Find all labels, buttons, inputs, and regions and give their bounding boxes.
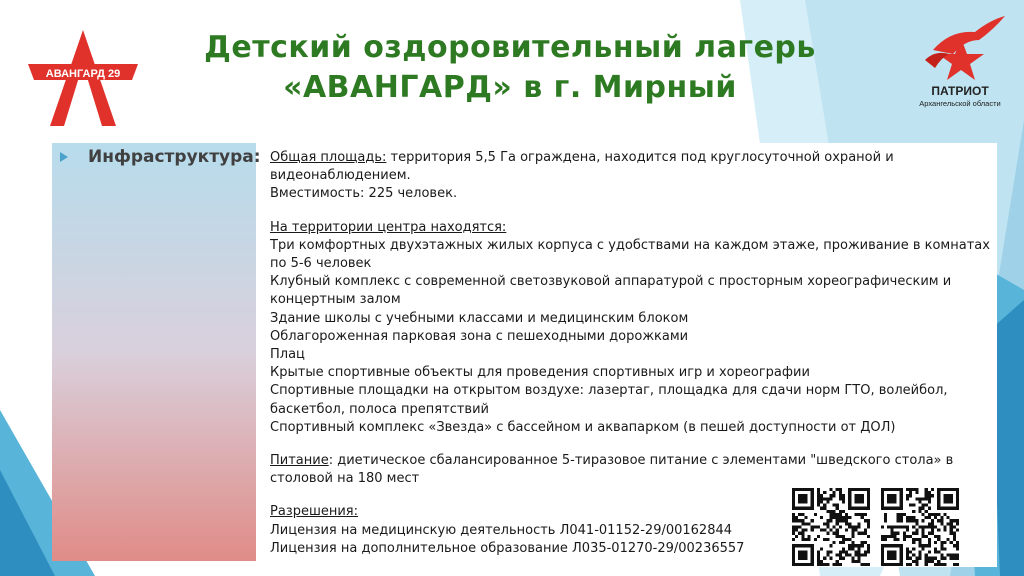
territory-item: Крытые спортивные объекты для проведения спортивных игр и хореографии [270, 365, 810, 381]
food-paragraph [270, 452, 994, 488]
food-label: Питание [270, 453, 329, 469]
section-panel [52, 143, 261, 561]
territory-item: Здание школы с учебными классами и медицинским блоком [270, 310, 689, 326]
page-title [150, 28, 870, 108]
territory-item: Клубный комплекс с современной светозвуковой аппаратурой с просторным хореографическим и концертным залом [270, 274, 952, 308]
title-line-1: Детский оздоровительный лагерь [204, 30, 816, 65]
logo-text: АВАНГАРД 29 [45, 68, 121, 80]
title-line-2: «АВАНГАРД» в г. Мирный [283, 70, 737, 105]
qr-code-icon[interactable] [792, 488, 870, 566]
territory-item: Спортивные площадки на открытом воздухе: лазертаг, площадка для сдачи норм ГТО, волейбол, баскетбол, полоса препятствий [270, 383, 948, 417]
territory-item: Облагороженная парковая зона с пешеходными дорожками [270, 328, 689, 344]
area-text: территория 5,5 Га ограждена, находится под круглосуточной охраной и видеонаблюдением. [270, 150, 894, 184]
territory-item: Три комфортных двухэтажных жилых корпуса с удобствами на каждом этаже, проживание в комнатах по 5-6 человек [270, 237, 990, 272]
territory-heading: На территории центра находятся: [270, 219, 507, 235]
avangard-logo [24, 26, 142, 130]
patriot-logo-subtitle: Архангельской области [919, 99, 1001, 108]
permit-item: Лицензия на медицинскую деятельность Л041-01152-29/00162844 [270, 522, 733, 538]
permits-heading: Разрешения: [270, 504, 359, 520]
bullet-arrow-icon [60, 152, 68, 162]
section-heading: Инфраструктура: [88, 147, 261, 167]
territory-item: Спортивный комплекс «Звезда» с бассейном и аквапарком (в пешей доступности от ДОЛ) [270, 419, 896, 435]
capacity-text: Вместимость: 225 человек. [270, 186, 458, 202]
area-label: Общая площадь: [270, 150, 387, 165]
area-paragraph [270, 149, 994, 185]
permit-item: Лицензия на дополнительное образование Л035-01270-29/00236557 [270, 540, 745, 556]
food-text: : диетическое сбалансированное 5-тиразовое питание с элементами "шведского стола» в столовой на 180 мест [270, 453, 954, 487]
territory-item: Плац [270, 347, 305, 363]
patriot-logo-name: ПАТРИОТ [931, 84, 989, 98]
qr-code-icon[interactable] [881, 488, 959, 566]
flame-wing-icon [933, 16, 1005, 54]
